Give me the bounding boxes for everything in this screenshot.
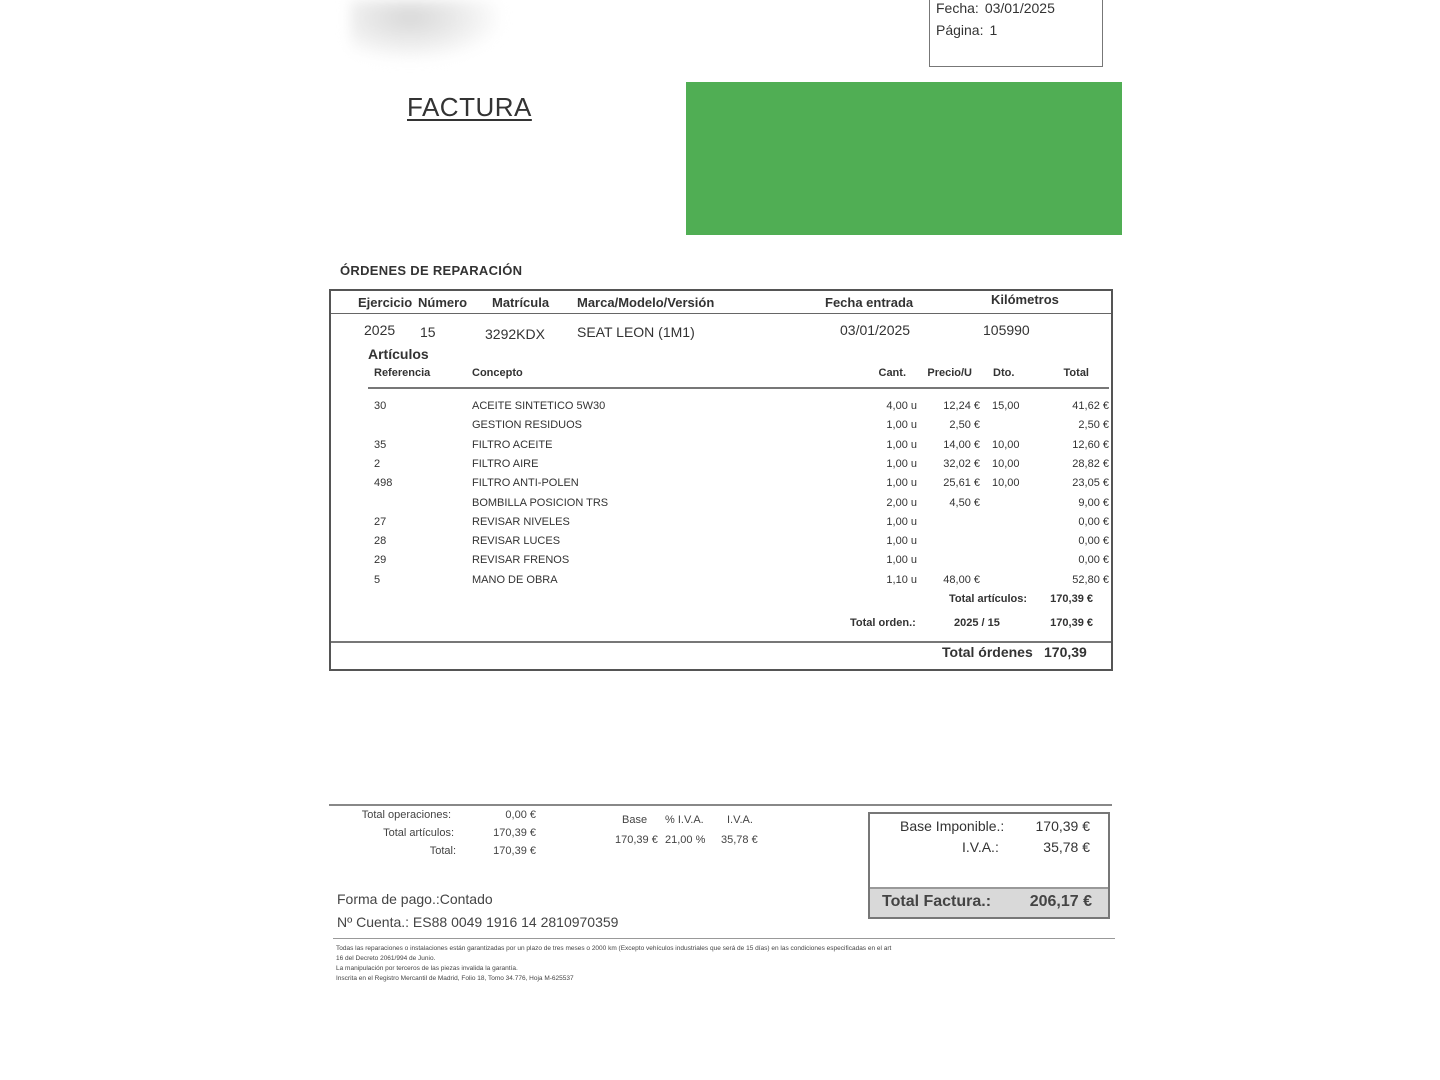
orders-section-title: ÓRDENES DE REPARACIÓN bbox=[340, 263, 523, 278]
summary-total-label: Total: bbox=[429, 845, 456, 857]
redacted-client-block bbox=[686, 82, 1122, 235]
orders-table-box bbox=[329, 289, 1113, 671]
total-factura-band bbox=[870, 887, 1108, 917]
article-ref: 27 bbox=[374, 515, 387, 528]
header-cant: Cant. bbox=[878, 367, 906, 379]
article-cant: 1,00 u bbox=[886, 477, 917, 490]
order-fecha-entrada: 03/01/2025 bbox=[840, 322, 911, 338]
article-concepto: MANO DE OBRA bbox=[472, 573, 558, 586]
articles-divider bbox=[368, 387, 1109, 389]
article-cant: 2,00 u bbox=[886, 496, 917, 509]
article-ref: 29 bbox=[374, 554, 387, 567]
articulos-label: Artículos bbox=[368, 346, 429, 362]
iva-header-pct: % I.V.A. bbox=[665, 814, 704, 826]
article-concepto: FILTRO AIRE bbox=[472, 457, 539, 470]
article-concepto: FILTRO ANTI-POLEN bbox=[472, 477, 579, 490]
article-ref: 30 bbox=[374, 400, 387, 412]
article-ref: 5 bbox=[374, 573, 381, 586]
header-kilometros: Kilómetros bbox=[991, 292, 1059, 307]
footer-line-1: Todas las reparaciones o instalaciones están garantizadas por un plazo de tres meses o 2000 km (Excepto vehículos industriales que será de 15 días) en las condiciones especificadas en el art bbox=[336, 945, 892, 952]
iva-base-value: 170,39 € bbox=[615, 834, 658, 846]
total-ordenes-value: 170,39 bbox=[1044, 644, 1087, 660]
header-dto: Dto. bbox=[993, 367, 1015, 379]
article-cant: 1,00 u bbox=[886, 515, 917, 528]
article-cant: 1,00 u bbox=[886, 535, 917, 548]
total-orden-label: Total orden.: bbox=[850, 617, 916, 629]
article-total: 0,00 € bbox=[1078, 535, 1109, 548]
header-matricula: Matrícula bbox=[492, 295, 550, 310]
document-title: FACTURA bbox=[407, 92, 532, 122]
company-logo-blurred bbox=[350, 0, 500, 60]
total-orden-value: 170,39 € bbox=[1050, 617, 1093, 629]
total-articulos-value: 170,39 € bbox=[1050, 593, 1093, 605]
order-matricula: 3292KDX bbox=[485, 326, 545, 342]
article-ref: 28 bbox=[374, 535, 387, 548]
article-concepto: REVISAR LUCES bbox=[472, 535, 561, 548]
footer-line-4: Inscrita en el Registro Mercantil de Madrid, Folio 18, Tomo 34.776, Hoja M-625537 bbox=[336, 975, 574, 982]
header-marca: Marca/Modelo/Versión bbox=[577, 295, 715, 310]
iva-pct-value: 21,00 % bbox=[665, 834, 706, 846]
article-concepto: REVISAR FRENOS bbox=[472, 554, 570, 567]
header-concepto: Concepto bbox=[472, 367, 523, 379]
summary-total-articulos-label: Total artículos: bbox=[383, 827, 454, 839]
total-factura-label: Total Factura.: bbox=[882, 893, 992, 910]
article-ref: 35 bbox=[374, 438, 387, 451]
fecha-value: 03/01/2025 bbox=[984, 0, 1055, 16]
footer-line-2: 16 del Decreto 2061/994 de Junio. bbox=[336, 955, 436, 962]
total-divider bbox=[331, 641, 1111, 643]
total-articulos-label: Total artículos: bbox=[949, 593, 1028, 605]
base-imponible-value: 170,39 € bbox=[1035, 818, 1090, 834]
article-precio: 48,00 € bbox=[943, 573, 980, 586]
header-ejercicio: Ejercicio bbox=[358, 295, 413, 310]
total-ordenes-label: Total órdenes bbox=[942, 644, 1033, 660]
fecha-label: Fecha: bbox=[936, 0, 979, 16]
order-kilometros: 105990 bbox=[983, 322, 1030, 338]
article-dto: 10,00 bbox=[992, 438, 1020, 451]
total-operaciones-value: 0,00 € bbox=[505, 809, 536, 821]
article-cant: 4,00 u bbox=[886, 400, 917, 412]
article-total: 28,82 € bbox=[1072, 457, 1109, 470]
article-precio: 32,02 € bbox=[943, 457, 980, 470]
article-cant: 1,00 u bbox=[886, 554, 917, 567]
fecha-row bbox=[936, 0, 1055, 16]
article-total: 41,62 € bbox=[1072, 400, 1109, 412]
summary-total-articulos-value: 170,39 € bbox=[493, 827, 536, 839]
article-dto: 10,00 bbox=[992, 457, 1020, 470]
header-total: Total bbox=[1063, 367, 1089, 379]
iva-value: 35,78 € bbox=[1043, 839, 1090, 855]
forma-de-pago: Forma de pago.:Contado bbox=[337, 891, 493, 907]
pagina-label: Página: bbox=[936, 22, 984, 38]
article-total: 0,00 € bbox=[1078, 515, 1109, 528]
article-cant: 1,00 u bbox=[886, 457, 917, 470]
total-factura-value: 206,17 € bbox=[1029, 893, 1092, 910]
article-ref: 498 bbox=[374, 477, 393, 490]
article-precio: 12,24 € bbox=[943, 400, 980, 412]
iva-header-base: Base bbox=[622, 814, 648, 826]
header-referencia: Referencia bbox=[374, 367, 431, 379]
date-page-box bbox=[929, 0, 1103, 67]
total-orden-ref: 2025 / 15 bbox=[954, 617, 1000, 629]
article-concepto: GESTION RESIDUOS bbox=[472, 419, 583, 432]
article-dto: 15,00 bbox=[992, 400, 1020, 412]
totals-box bbox=[868, 812, 1110, 919]
order-ejercicio: 2025 bbox=[364, 322, 396, 338]
article-total: 0,00 € bbox=[1078, 554, 1109, 567]
article-precio: 2,50 € bbox=[949, 419, 980, 432]
total-operaciones-label: Total operaciones: bbox=[361, 809, 451, 821]
footer-line-3: La manipulación por terceros de las piezas invalida la garantía. bbox=[336, 965, 518, 972]
pagina-row bbox=[936, 22, 997, 38]
order-marca: SEAT LEON (1M1) bbox=[577, 324, 695, 340]
article-total: 9,00 € bbox=[1078, 496, 1109, 509]
footer-divider bbox=[333, 938, 1115, 939]
iva-label: I.V.A.: bbox=[962, 839, 999, 855]
article-cant: 1,00 u bbox=[886, 438, 917, 451]
header-precio: Precio/U bbox=[927, 367, 972, 379]
summary-divider bbox=[329, 804, 1112, 806]
article-concepto: ACEITE SINTETICO 5W30 bbox=[472, 400, 606, 412]
article-cant: 1,10 u bbox=[886, 573, 917, 586]
article-total: 23,05 € bbox=[1072, 477, 1109, 490]
iva-amount-value: 35,78 € bbox=[721, 834, 758, 846]
pagina-value: 1 bbox=[989, 22, 998, 38]
summary-total-value: 170,39 € bbox=[493, 845, 536, 857]
numero-cuenta: Nº Cuenta.: ES88 0049 1916 14 2810970359 bbox=[337, 914, 619, 930]
article-precio: 4,50 € bbox=[949, 496, 980, 509]
header-numero: Número bbox=[418, 295, 468, 310]
article-concepto: BOMBILLA POSICION TRS bbox=[472, 496, 609, 509]
header-fecha-entrada: Fecha entrada bbox=[825, 295, 914, 310]
article-cant: 1,00 u bbox=[886, 419, 917, 432]
iva-header-iva: I.V.A. bbox=[727, 814, 753, 826]
article-concepto: REVISAR NIVELES bbox=[472, 515, 570, 528]
article-precio: 25,61 € bbox=[943, 477, 980, 490]
article-concepto: FILTRO ACEITE bbox=[472, 438, 553, 451]
base-imponible-label: Base Imponible.: bbox=[900, 818, 1005, 834]
header-divider bbox=[331, 313, 1111, 314]
article-dto: 10,00 bbox=[992, 477, 1020, 490]
article-total: 52,80 € bbox=[1072, 573, 1109, 586]
article-ref: 2 bbox=[374, 457, 381, 470]
article-total: 12,60 € bbox=[1072, 438, 1109, 451]
article-precio: 14,00 € bbox=[943, 438, 980, 451]
article-total: 2,50 € bbox=[1078, 419, 1109, 432]
order-numero: 15 bbox=[420, 324, 436, 340]
